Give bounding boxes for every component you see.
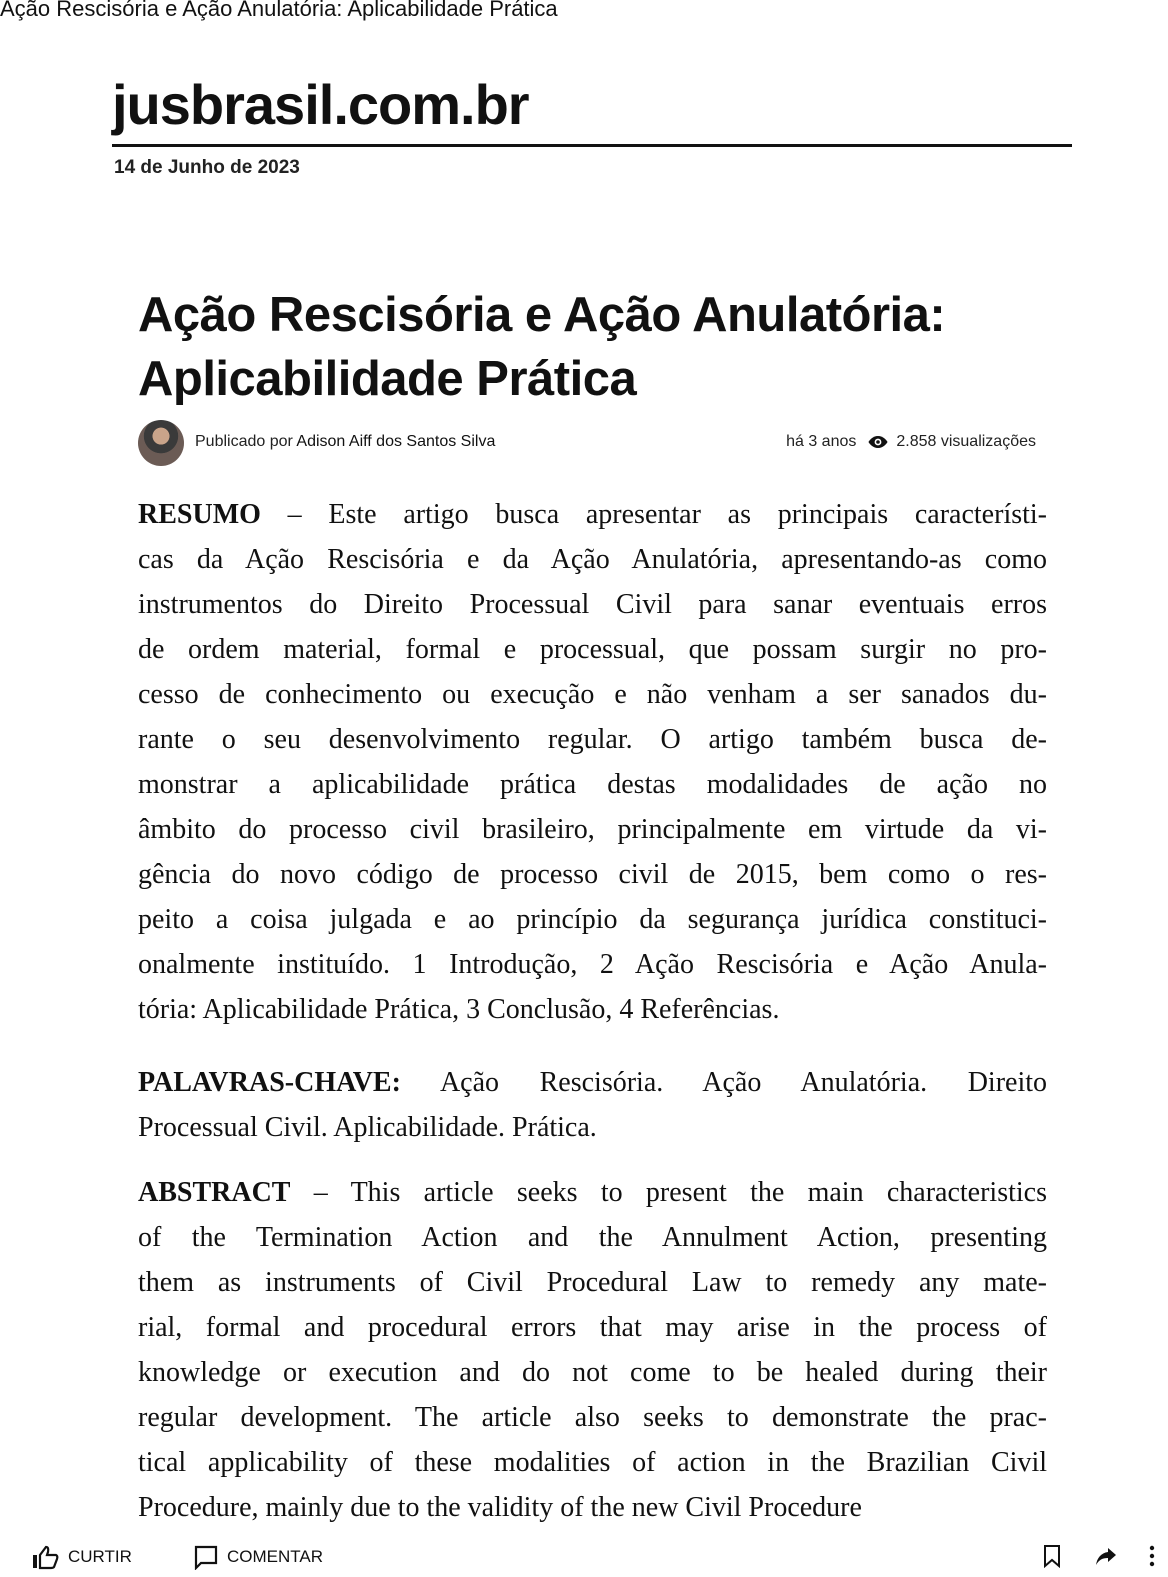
text-line: knowledge or execution and do not come to be healed during their — [138, 1357, 1047, 1388]
text-line: peito a coisa julgada e ao princípio da segurança jurídica constituci- — [138, 904, 1047, 935]
lead-label: PALAVRAS-CHAVE: — [138, 1067, 401, 1098]
text-line: Procedure, mainly due to the validity of the new Civil Procedure — [138, 1492, 862, 1523]
text-line: cas da Ação Rescisória e da Ação Anulatória, apresentando-as como — [138, 544, 1047, 575]
text-line: regular development. The article also seeks to demonstrate the prac- — [138, 1402, 1047, 1433]
text-line: of the Termination Action and the Annulment Action, presenting — [138, 1222, 1047, 1253]
eye-icon — [868, 435, 888, 449]
resumo-paragraph — [138, 492, 1047, 1032]
keywords-paragraph — [138, 1060, 1047, 1150]
bookmark-icon[interactable] — [1040, 1544, 1064, 1568]
text-line: cesso de conhecimento ou execução e não venham a ser sanados du- — [138, 679, 1047, 710]
view-count: 2.858 visualizações — [896, 433, 1036, 450]
more-options-icon[interactable] — [1140, 1544, 1164, 1568]
article-meta — [786, 433, 1036, 451]
text-line — [138, 1060, 1047, 1105]
text-line: Processual Civil. Aplicabilidade. Prática. — [138, 1112, 597, 1143]
text-line: âmbito do processo civil brasileiro, principalmente em virtude da vi- — [138, 814, 1047, 845]
line-text: Ação Rescisória. Ação Anulatória. Direito — [400, 1067, 1047, 1098]
thumbs-up-icon — [32, 1544, 60, 1570]
window-title: Ação Rescisória e Ação Anulatória: Aplicabilidade Prática — [0, 0, 558, 21]
like-button[interactable] — [32, 1544, 132, 1570]
line-text: – This article seeks to present the main characteristics — [290, 1177, 1047, 1208]
text-line: rial, formal and procedural errors that may arise in the process of — [138, 1312, 1047, 1343]
views-group — [868, 433, 1036, 451]
line-text: – Este artigo busca apresentar as principais característi- — [260, 499, 1047, 530]
text-line: onalmente instituído. 1 Introdução, 2 Ação Rescisória e Ação Anula- — [138, 949, 1047, 980]
author-bar — [138, 420, 1036, 468]
header-divider — [112, 144, 1072, 147]
text-line — [138, 1170, 1047, 1215]
share-icon[interactable] — [1094, 1544, 1118, 1568]
title-line: Aplicabilidade Prática — [138, 352, 637, 406]
article-title — [138, 283, 945, 411]
text-line: gência do novo código de processo civil de 2015, bem como o res- — [138, 859, 1047, 890]
avatar[interactable] — [138, 420, 184, 466]
author-name[interactable]: Adison Aiff dos Santos Silva — [296, 433, 496, 450]
text-line: tória: Aplicabilidade Prática, 3 Conclusão, 4 Referências. — [138, 994, 780, 1025]
text-line: tical applicability of these modalities of action in the Brazilian Civil — [138, 1447, 1047, 1478]
author-byline — [195, 433, 495, 451]
comment-label: COMENTAR — [227, 1547, 324, 1566]
lead-label: ABSTRACT — [138, 1177, 291, 1208]
comment-button[interactable] — [193, 1544, 323, 1570]
text-line: rante o seu desenvolvimento regular. O artigo também busca de- — [138, 724, 1047, 755]
like-label: CURTIR — [68, 1547, 132, 1566]
text-line — [138, 492, 1047, 537]
text-line: instrumentos do Direito Processual Civil para sanar eventuais erros — [138, 589, 1047, 620]
title-line: Ação Rescisória e Ação Anulatória: — [138, 288, 946, 342]
text-line: de ordem material, formal e processual, que possam surgir no pro- — [138, 634, 1047, 665]
text-line: monstrar a aplicabilidade prática destas modalidades de ação no — [138, 769, 1047, 800]
publication-date: 14 de Junho de 2023 — [114, 157, 300, 178]
published-by-label: Publicado por — [195, 433, 293, 450]
text-line: them as instruments of Civil Procedural Law to remedy any mate- — [138, 1267, 1047, 1298]
site-logo[interactable]: jusbrasil.com.br — [112, 73, 529, 136]
lead-label: RESUMO — [138, 499, 261, 530]
article-age: há 3 anos — [786, 433, 857, 450]
action-bar — [0, 1538, 1168, 1576]
abstract-paragraph — [138, 1170, 1047, 1530]
comment-icon — [193, 1544, 219, 1570]
